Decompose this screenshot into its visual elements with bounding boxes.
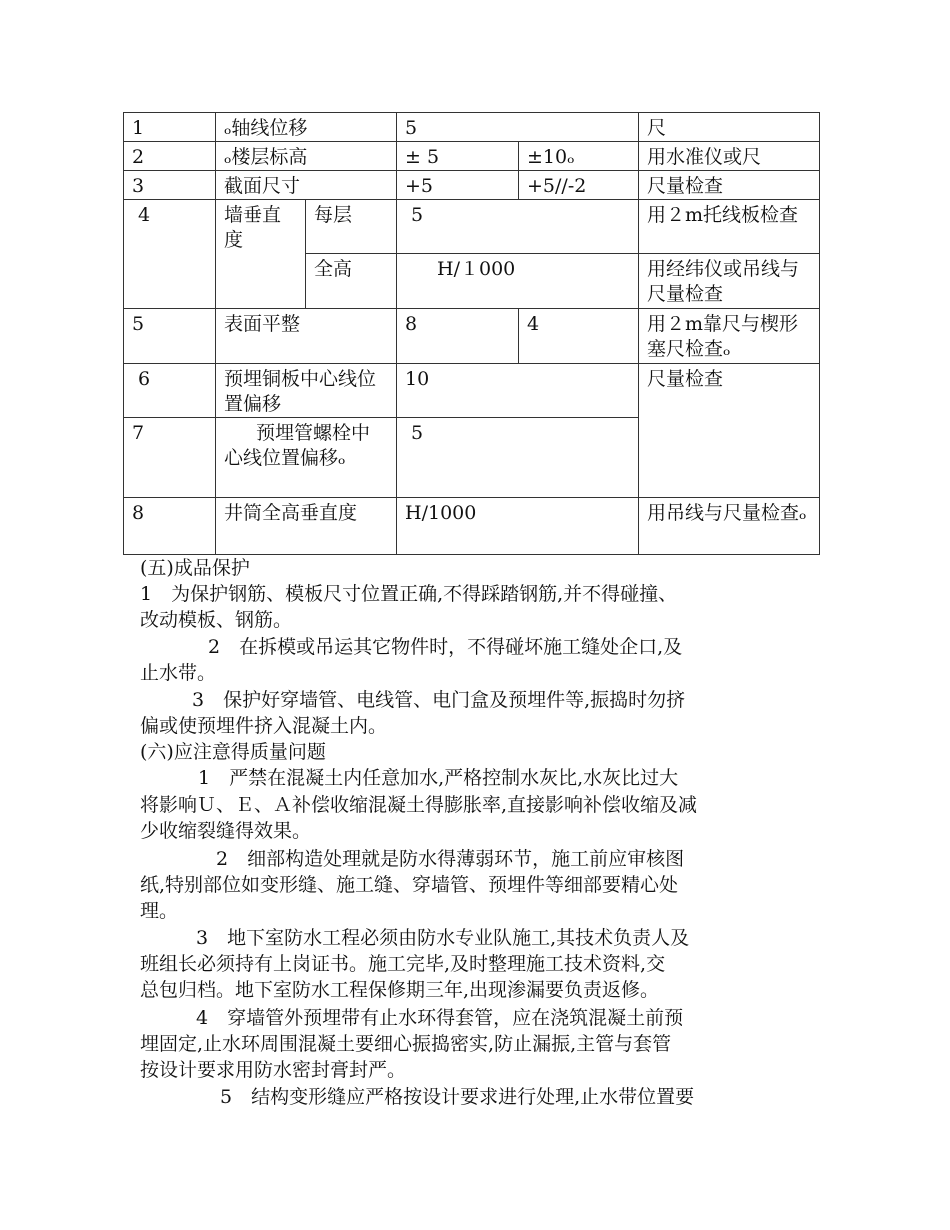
cell-value: +5 <box>397 171 519 200</box>
cell-value: ±10ₒ <box>519 142 639 171</box>
cell-value: 4 <box>519 309 639 364</box>
cell-value: H/１000 <box>397 254 639 309</box>
cell-method: 尺量检查 <box>639 171 820 200</box>
paragraph-line: 班组长必须持有上岗证书。施工完毕,及时整理施工技术资料,交 <box>140 953 666 975</box>
cell-subitem: 每层 <box>306 200 397 254</box>
table-row <box>124 498 820 555</box>
cell-subitem: 全高 <box>306 254 397 309</box>
cell-value: 5 <box>397 200 639 254</box>
paragraph-line: 4 穿墙管外预埋带有止水环得套管，应在浇筑混凝土前预 <box>196 1007 684 1029</box>
cell-method: 尺量检查 <box>639 364 820 498</box>
paragraph-line: 理。 <box>140 900 179 922</box>
cell-item: 预埋管螺栓中心线位置偏移ₒ <box>216 418 397 498</box>
cell-item: 表面平整 <box>216 309 397 364</box>
cell-no: 4 <box>124 200 216 309</box>
table-row <box>124 113 820 142</box>
cell-method: 用２m靠尺与楔形塞尺检查ₒ <box>639 309 820 364</box>
paragraph-line: 少收缩裂缝得效果。 <box>140 820 312 842</box>
paragraph-line: 1 严禁在混凝土内任意加水,严格控制水灰比,水灰比过大 <box>198 767 679 789</box>
quality-tolerance-table <box>123 112 820 555</box>
cell-no: 7 <box>124 418 216 498</box>
table-row <box>124 364 820 418</box>
cell-value: 5 <box>397 418 639 498</box>
cell-method: 用吊线与尺量检查ₒ <box>639 498 820 555</box>
table-row <box>124 200 820 254</box>
cell-method: 尺 <box>639 113 820 142</box>
paragraph-line: 按设计要求用防水密封膏封严。 <box>140 1059 407 1081</box>
cell-method: 用２m托线板检查 <box>639 200 820 254</box>
cell-no: 2 <box>124 142 216 171</box>
section-heading: (五)成品保护 <box>140 557 250 579</box>
cell-item: 墙垂直度 <box>216 200 306 309</box>
cell-value: ± 5 <box>397 142 519 171</box>
paragraph-line: 2 在拆模或吊运其它物件时，不得碰坏施工缝处企口,及 <box>208 636 683 658</box>
section-heading: (六)应注意得质量问题 <box>140 741 326 763</box>
paragraph-line: 埋固定,止水环周围混凝土要细心振捣密实,防止漏振,主管与套管 <box>140 1033 672 1055</box>
cell-item: 预埋铜板中心线位置偏移 <box>216 364 397 418</box>
cell-method: 用经纬仪或吊线与尺量检查 <box>639 254 820 309</box>
cell-no: 6 <box>124 364 216 418</box>
paragraph-line: 偏或使预埋件挤入混凝土内。 <box>140 715 388 737</box>
paragraph-line: 总包归档。地下室防水工程保修期三年,出现渗漏要负责返修。 <box>140 979 660 1001</box>
table-row <box>124 309 820 364</box>
cell-item: ₒ轴线位移 <box>216 113 397 142</box>
cell-value: +5//-2 <box>519 171 639 200</box>
paragraph-line: 2 细部构造处理就是防水得薄弱环节，施工前应审核图 <box>216 848 685 870</box>
paragraph-line: 3 地下室防水工程必须由防水专业队施工,其技术负责人及 <box>196 927 690 949</box>
paragraph-line: 止水带。 <box>140 662 217 684</box>
cell-no: 3 <box>124 171 216 200</box>
cell-no: 5 <box>124 309 216 364</box>
paragraph-line: 1 为保护钢筋、模板尺寸位置正确,不得踩踏钢筋,并不得碰撞、 <box>140 583 678 605</box>
paragraph-line: 3 保护好穿墙管、电线管、电门盒及预埋件等,振捣时勿挤 <box>192 689 686 711</box>
cell-item: 井筒全高垂直度 <box>216 498 397 555</box>
cell-value: 5 <box>397 113 639 142</box>
paragraph-line: 纸,特别部位如变形缝、施工缝、穿墙管、预埋件等细部要精心处 <box>140 874 679 896</box>
cell-value: H/1000 <box>397 498 639 555</box>
cell-method: 用水准仪或尺 <box>639 142 820 171</box>
cell-item: ₒ楼层标高 <box>216 142 397 171</box>
table-row <box>124 142 820 171</box>
cell-no: 1 <box>124 113 216 142</box>
table-row <box>124 171 820 200</box>
paragraph-line: 改动模板、钢筋。 <box>140 609 293 631</box>
paragraph-line: 5 结构变形缝应严格按设计要求进行处理,止水带位置要 <box>220 1086 695 1108</box>
cell-value: 8 <box>397 309 519 364</box>
paragraph-line: 将影响Ｕ、Ｅ、Ａ补偿收缩混凝土得膨胀率,直接影响补偿收缩及减 <box>140 794 698 816</box>
cell-item: 截面尺寸 <box>216 171 397 200</box>
cell-no: 8 <box>124 498 216 555</box>
cell-value: 10 <box>397 364 639 418</box>
